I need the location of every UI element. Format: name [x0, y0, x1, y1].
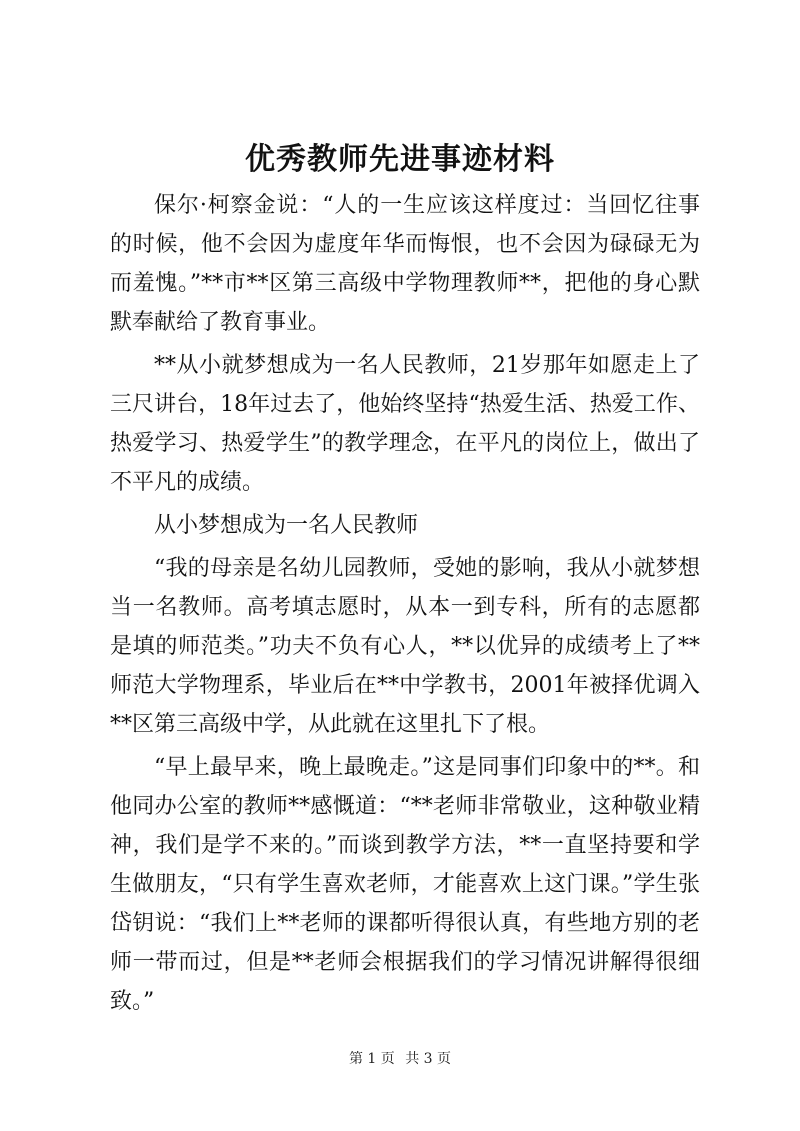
- paragraph: “早上最早来，晚上最晚走。”这是同事们印象中的**。和他同办公室的教师**感慨道：“**老师非常敬业，这种敬业精神，我们是学不来的。”而谈到教学方法，**一直坚持要和学生做朋友，“只有学生喜欢老师，才能喜欢上这门课。”学生张岱钥说：“我们上**老师的课都听得很认真，有些地方别的老师一带而过，但是**老师会根据我们的学习情况讲解得很细致。”: [110, 755, 700, 1014]
- paragraph: “我的母亲是名幼儿园教师，受她的影响，我从小就梦想当一名教师。高考填志愿时，从本一到专科，所有的志愿都是填的师范类。”功夫不负有心人，**以优异的成绩考上了**师范大学物理系，毕业后在**中学教书，2001年被择优调入**区第三高级中学，从此就在这里扎下了根。: [110, 556, 700, 737]
- paragraph: **从小就梦想成为一名人民教师，21岁那年如愿走上了三尺讲台，18年过去了，他始终坚持“热爱生活、热爱工作、热爱学习、热爱学生”的教学理念，在平凡的岗位上，做出了不平凡的成绩。: [110, 353, 700, 495]
- document-body: [110, 186, 700, 1025]
- page-total: 共 3 页: [405, 1051, 452, 1067]
- paragraph: 保尔·柯察金说：“人的一生应该这样度过：当回忆往事的时候，他不会因为虚度年华而悔恨，也不会因为碌碌无为而羞愧。”**市**区第三高级中学物理教师**，把他的身心默默奉献给了教育事业。: [110, 193, 700, 335]
- page-footer: [0, 1049, 800, 1069]
- document-title: 优秀教师先进事迹材料: [245, 142, 555, 177]
- section-heading: 从小梦想成为一名人民教师: [154, 513, 419, 538]
- page-number: 第 1 页: [348, 1051, 395, 1067]
